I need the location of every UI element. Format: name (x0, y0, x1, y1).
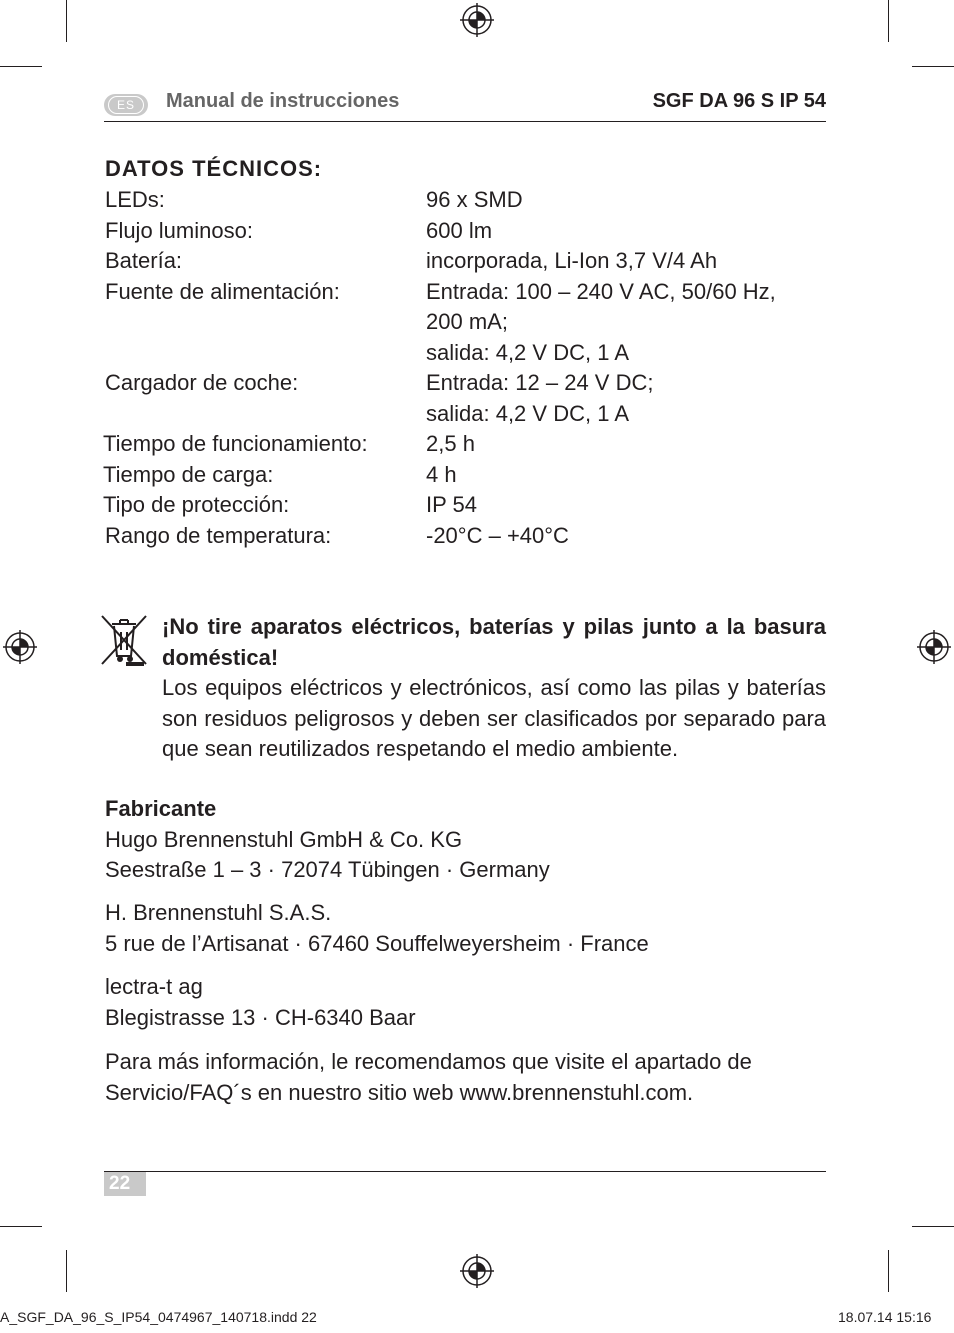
address-line: H. Brennenstuhl S.A.S. (105, 900, 332, 925)
crop-mark (888, 1250, 889, 1292)
file-slug: A_SGF_DA_96_S_IP54_0474967_140718.indd 22 (0, 1309, 317, 1325)
page-header (104, 88, 826, 122)
info-line: Para más información, le recomendamos que visite el apartado de (105, 1049, 752, 1074)
spec-label: Fuente de alimentación: (105, 278, 340, 304)
language-badge: ES (104, 94, 148, 116)
manufacturer-block (105, 794, 825, 886)
spec-value: IP 54 (426, 492, 477, 517)
registration-mark-icon (460, 1254, 494, 1288)
spec-label: Tipo de protección: (103, 492, 290, 517)
spec-heading: DATOS TÉCNICOS: (105, 156, 323, 181)
spec-value: 4 h (426, 461, 457, 487)
registration-mark-icon (460, 3, 494, 37)
crossed-bin-icon (98, 612, 150, 668)
weee-title: ¡No tire aparatos eléctricos, baterías y pilas junto a la basura doméstica! (162, 614, 826, 670)
address-line: lectra-t ag (105, 974, 203, 999)
spec-label: Flujo luminoso: (105, 217, 253, 243)
manufacturer-heading: Fabricante (105, 796, 217, 821)
weee-body: Los equipos eléctricos y electrónicos, así como las pilas y baterías son residuos peligrosos y deben ser clasificados por separado para que sean reutilizados respetando el medio ambiente. (162, 675, 826, 761)
crop-mark (0, 1226, 42, 1227)
spec-value: 600 lm (426, 217, 493, 243)
page-number: 22 (104, 1172, 146, 1196)
spec-value: Entrada: 100 – 240 V AC, 50/60 Hz, (426, 278, 776, 304)
crop-mark (888, 0, 889, 42)
spec-value: salida: 4,2 V DC, 1 A (426, 400, 629, 426)
registration-mark-icon (917, 630, 951, 664)
weee-notice (162, 612, 826, 765)
crop-mark (0, 66, 42, 67)
crop-mark (912, 1226, 954, 1227)
registration-mark-icon (3, 630, 37, 664)
address-line: Seestraße 1 – 3 · 72074 Tübingen · Germany (105, 857, 550, 882)
spec-label: Tiempo de carga: (103, 461, 274, 487)
address-block (105, 898, 825, 959)
spec-value: -20°C – +40°C (426, 522, 569, 548)
spec-value: 200 mA; (426, 309, 508, 334)
crop-mark (66, 0, 67, 42)
crop-mark (912, 66, 954, 67)
crop-mark (66, 1250, 67, 1292)
address-block (105, 972, 825, 1033)
address-line: Hugo Brennenstuhl GmbH & Co. KG (105, 826, 463, 852)
spec-label: Tiempo de funcionamiento: (103, 431, 368, 456)
spec-value: Entrada: 12 – 24 V DC; (426, 370, 654, 395)
address-line: 5 rue de l’Artisanat · 67460 Souffelweyersheim · France (105, 930, 649, 956)
spec-label: Batería: (105, 248, 183, 273)
footer-rule (104, 1171, 826, 1172)
spec-value: incorporada, Li-Ion 3,7 V/4 Ah (426, 248, 718, 273)
spec-value: 2,5 h (426, 431, 475, 456)
manual-title: Manual de instrucciones (166, 90, 400, 112)
info-line: Servicio/FAQ´s en nuestro sitio web www.brennenstuhl.com. (105, 1079, 694, 1105)
spec-value: salida: 4,2 V DC, 1 A (426, 339, 629, 365)
spec-label: Cargador de coche: (105, 370, 299, 395)
date-slug: 18.07.14 15:16 (838, 1309, 932, 1325)
model-number: SGF DA 96 S IP 54 (652, 90, 826, 112)
spec-value: 96 x SMD (426, 187, 523, 212)
address-line: Blegistrasse 13 · CH-6340 Baar (105, 1004, 416, 1030)
spec-label: LEDs: (105, 187, 165, 212)
spec-label: Rango de temperatura: (105, 522, 332, 548)
info-block (105, 1047, 825, 1108)
